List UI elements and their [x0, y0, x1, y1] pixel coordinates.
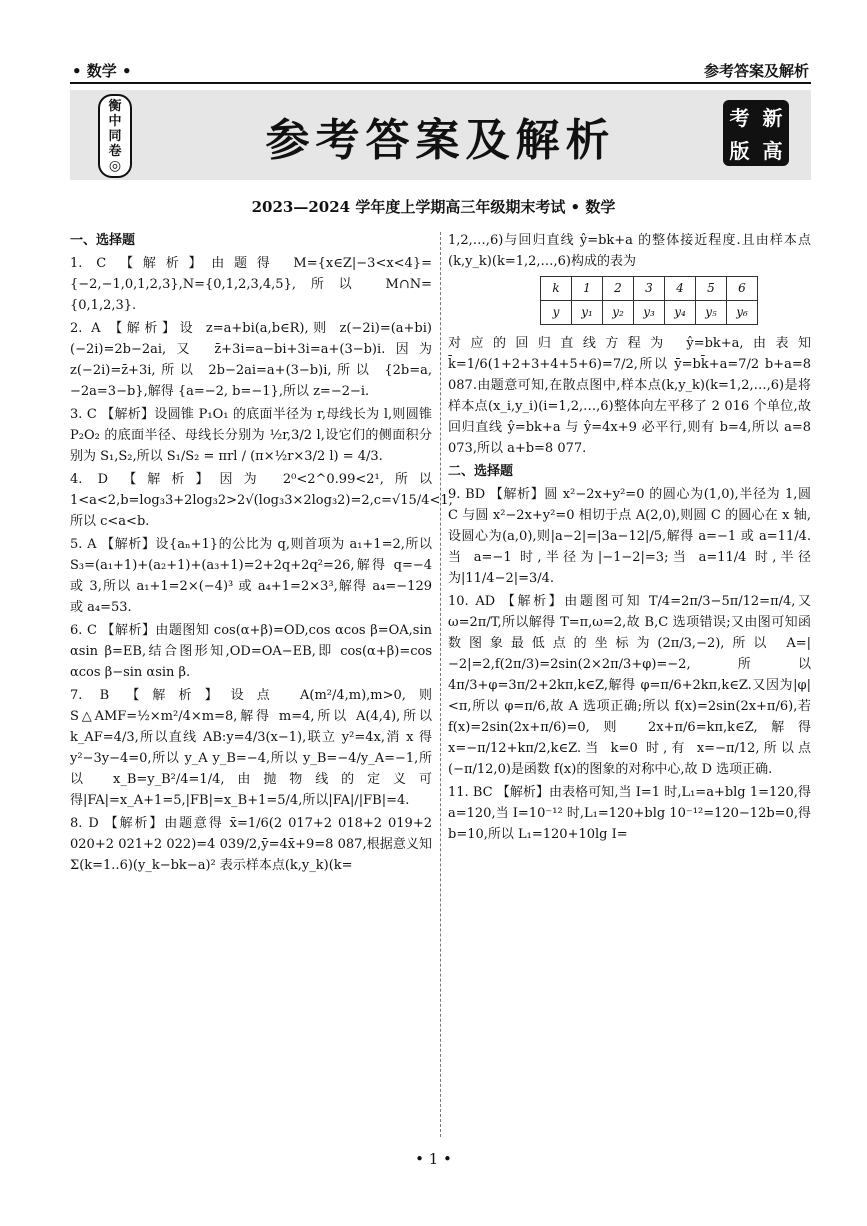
exam-title: 2023—2024 学年度上学期高三年级期末考试 • 数学: [251, 198, 616, 216]
answer-3: 3. C 【解析】设圆锥 P₁O₁ 的底面半径为 r,母线长为 l,则圆锥 P₂O₂ 的底面半径、母线长分别为 ½r,3/2 l,设它们的侧面积分别为 S₁,S₂,所以 S₁/S₂ = πrl / (π×½r×3/2 l) = 4/3.: [70, 407, 432, 464]
header-section-title: 参考答案及解析: [703, 62, 809, 80]
column-divider: [440, 232, 441, 1137]
answer-7: 7. B 【解析】设点 A(m²/4,m),m>0,则 S△AMF=½×m²/4×m=8,解得 m=4,所以 A(4,4),所以 k_AF=4/3,所以直线 AB:y=4/3(x−1),联立 y²=4x,消 x 得 y²−3y−4=0,所以 y_A y_B=−4,所以 y_B=−4/y_A=−1,所以 x_B=y_B²/4=1/4,由抛物线的定义可得|FA|=x_A+1=5,|FB|=x_B+1=5/4,所以|FA|/|FB|=4.: [70, 688, 432, 808]
title-banner: [70, 90, 811, 180]
page-number: • 1 •: [415, 1150, 452, 1168]
answer-11: 11. BC 【解析】由表格可知,当 I=1 时,L₁=a+blg 1=120,得 a=120,当 I=10⁻¹² 时,L₁=120+blg 10⁻¹²=120−12b=0,得 b=10,所以 L₁=120+10lg I=: [448, 785, 811, 842]
table-row: k 1 2 3 4 5 6: [541, 277, 758, 301]
answer-6: 6. C 【解析】由题图知 cos(α+β)=OD,cos αcos β=OA,sin αsin β=EB,结合图形知,OD=OA−EB,即 cos(α+β)=cos αcos β−sin αsin β.: [70, 623, 432, 680]
section-heading: 一、选择题: [70, 233, 136, 248]
sample-table: [540, 276, 758, 325]
answer-8: 8. D 【解析】由题意得 x̄=1/6(2 017+2 018+2 019+2 020+2 021+2 022)=4 039/2,ȳ=4x̄+9=8 087,根据意义知 Σ(k=1..6)(y_k−bk−a)² 表示样本点(k,y_k)(k=: [70, 816, 432, 873]
swirl-icon: ◎: [108, 157, 122, 174]
right-seal-logo: 考 新 版 高: [723, 100, 789, 166]
table-row: y y₁ y₂ y₃ y₄ y₅ y₆: [541, 301, 758, 325]
answer-8-continued: 1,2,…,6)与回归直线 ŷ=bk+a 的整体接近程度.且由样本点(k,y_k)(k=1,2,…,6)构成的表为: [448, 233, 811, 269]
answer-9: 9. BD 【解析】圆 x²−2x+y²=0 的圆心为(1,0),半径为 1,圆 C 与圆 x²−2x+y²=0 相切于点 A(2,0),则圆 C 的圆心在 x 轴,设圆心为(a,0),则|a−2|=|3a−12|/5,解得 a=−1 或 a=11/4.当 a=−1 时,半径为|−1−2|=3;当 a=11/4 时,半径为|11/4−2|=3/4.: [448, 487, 811, 586]
answer-4: 4. D 【解析】因为 2⁰<2^0.99<2¹,所以 1<a<2,b=log₃3+2log₃2>2√(log₃3×2log₃2)=2,c=√15/4<1,所以 c<a<b.: [70, 472, 453, 529]
answer-8-conclusion: 对应的回归直线方程为 ŷ=bk+a,由表知 k̄=1/6(1+2+3+4+5+6)=7/2,所以 ȳ=bk̄+a=7/2 b+a=8 087.由题意可知,在散点图中,样本点(k,y_k)(k=1,2,…,6)是将样本点(x_i,y_i)(i=1,2,…,6)整体向左平移了 2 016 个单位,故回归直线 ŷ=bk+a 与 ŷ=4x+9 必平行,则有 b=4,所以 a=8 073,所以 a+b=8 077.: [448, 336, 811, 456]
right-column: [448, 230, 811, 847]
answer-10: 10. AD 【解析】由题图可知 T/4=2π/3−5π/12=π/4,又 ω=2π/T,所以解得 T=π,ω=2,故 B,C 选项错误;又由图可知函数图象最低点的坐标为(2π/3,−2),所以 A=|−2|=2,f(2π/3)=2sin(2×2π/3+φ)=−2,所以 4π/3+φ=3π/2+2kπ,k∈Z,解得 φ=π/6+2kπ,k∈Z.又因为|φ|<π,所以 φ=π/6,故 A 选项正确;所以 f(x)=2sin(2x+π/6),若 f(x)=2sin(2x+π/6)=0,则 2x+π/6=kπ,k∈Z,解得 x=−π/12+kπ/2,k∈Z.当 k=0 时,有 x=−π/12,所以点(−π/12,0)是函数 f(x)的图象的对称中心,故 D 选项正确.: [448, 594, 811, 777]
answer-5: 5. A 【解析】设{aₙ+1}的公比为 q,则首项为 a₁+1=2,所以 S₃=(a₁+1)+(a₂+1)+(a₃+1)=2+2q+2q²=26,解得 q=−4 或 3,所以 a₁+1=2×(−4)³ 或 a₄+1=2×3³,解得 a₄=−129 或 a₄=53.: [70, 537, 432, 615]
banner-title: 参考答案及解析: [265, 115, 616, 166]
header-subject: • 数学 •: [72, 62, 132, 80]
left-seal-logo: 衡 中 同 卷 ◎: [98, 94, 132, 178]
answer-2: 2. A 【解析】设 z=a+bi(a,b∈R),则 z(−2i)=(a+bi)(−2i)=2b−2ai,又 z̄+3i=a−bi+3i=a+(3−b)i.因为 z(−2i)=z̄+3i,所以 2b−2ai=a+(3−b)i,所以 {2b=a, −2a=3−b},解得 {a=−2, b=−1},所以 z=−2−i.: [70, 321, 432, 399]
answer-1: 1. C 【解析】由题得 M={x∈Z|−3<x<4}={−2,−1,0,1,2,3},N={0,1,2,3,4,5},所以 M∩N={0,1,2,3}.: [70, 256, 432, 313]
left-column: [70, 230, 453, 878]
header-rule: [70, 82, 811, 84]
section-heading: 二、选择题: [448, 464, 514, 479]
